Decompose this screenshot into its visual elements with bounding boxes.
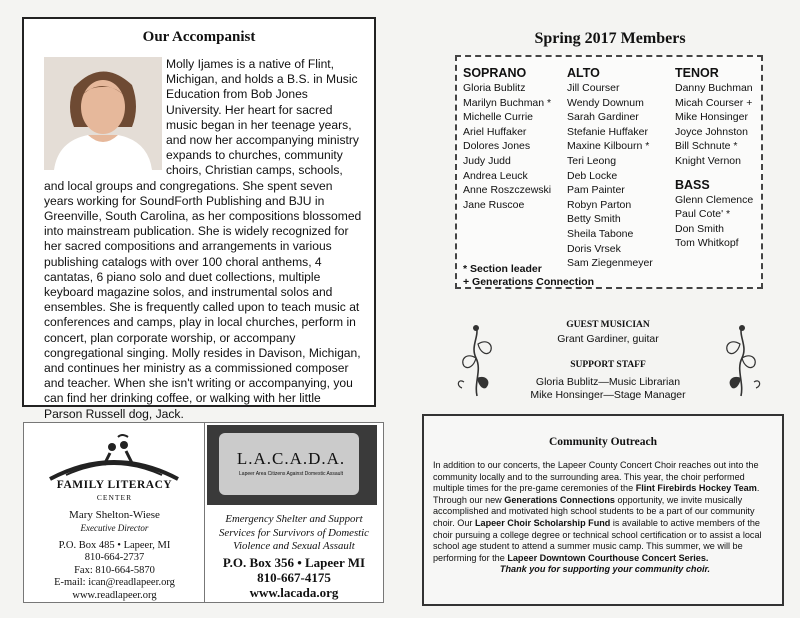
fl-email[interactable]: E-mail: ican@readlapeer.org <box>54 577 175 589</box>
list-item: Jill Courser <box>567 82 620 94</box>
fl-fax: Fax: 810-664-5870 <box>74 564 155 576</box>
list-item: Doris Vrsek <box>567 242 621 255</box>
accompanist-title: Our Accompanist <box>142 29 256 45</box>
list-item: Pam Painter <box>567 184 625 197</box>
outreach-highlight: Flint Firebirds Hockey Team <box>635 483 757 494</box>
list-item: Sarah Gardiner <box>567 111 639 124</box>
alto-column <box>567 65 653 271</box>
list-item: Michelle Currie <box>463 111 534 124</box>
list-item: Sam Ziegenmeyer <box>567 257 653 270</box>
fl-website[interactable]: www.readlapeer.org <box>72 589 157 601</box>
lacada-tagline: Emergency Shelter and Support Services for Survivors of Domestic Violence and Sexual Assault <box>219 513 369 552</box>
guest-text: Grant Gardiner, guitar <box>557 333 659 345</box>
director-name: Mary Shelton-Wiese <box>69 509 160 521</box>
list-item: Jane Ruscoe <box>463 198 525 211</box>
list-item: Dolores Jones <box>463 140 531 153</box>
members-title: Spring 2017 Members <box>534 30 686 47</box>
list-item: Joyce Johnston <box>675 125 748 138</box>
fl-address: P.O. Box 485 • Lapeer, MI <box>58 540 171 551</box>
members-box <box>455 55 763 289</box>
outreach-highlight: Generations Connections <box>504 494 615 505</box>
list-item: Ariel Huffaker <box>463 125 527 138</box>
outreach-highlight: Lapeer Choir Scholarship Fund <box>474 517 611 528</box>
lacada-ad <box>204 422 384 603</box>
list-item: Micah Courser + <box>675 96 753 109</box>
lacada-address: P.O. Box 356 • Lapeer MI <box>222 555 366 570</box>
legend-generations: + Generations Connection <box>463 276 594 288</box>
list-item: Robyn Parton <box>567 198 632 211</box>
family-literacy-center: CENTER <box>96 493 133 502</box>
lacada-phone: 810-667-4175 <box>257 570 331 585</box>
accompanist-bio: Molly Ijames is a native of Flint, Michigan, and holds a B.S. in Music Education from Bob Jones University. Her heart for sacred music began in her teenage years, and now her accompanying ministry expands to churches, community choirs, Christian camps, schools, and local groups and congregations. She spent seven years working for SoundForth Publishing and BJU in Greenville, South Carolina, as her compositions blossomed into mainstream publication. She is widely recognized for her sacred compositions and arrangements in various publishing catalogs with over 100 choral anthems, 4 cantatas, 6 piano solo and duet collections, multiple keyboard magazine solos, and instrumental solos and ensembles. She is frequently called upon to teach music at conferences and camps, play in local churches, perform in concert, plan corporate worship, or accompany congregational singing. Molly resides in Davison, Michigan, and continues her ministry as a commissioned composer and teacher. When she isn't writing or accompanying, you can find her drinking coffee, or walking with her little Parson Russell dog, Jack. <box>44 57 362 421</box>
community-outreach-box <box>422 414 784 606</box>
list-item: Glenn Clemence <box>675 193 754 206</box>
list-item: Paul Cote' * <box>675 208 731 221</box>
accompanist-box <box>22 17 376 421</box>
list-item: Sheila Tabone <box>567 227 634 240</box>
lacada-logo: L.A.C.A.D.A. <box>236 449 346 468</box>
director-role: Executive Director <box>80 523 149 533</box>
list-item: Wendy Downum <box>567 96 644 109</box>
family-literacy-logo-icon <box>44 431 184 481</box>
list-item: Gloria Bublitz <box>463 82 526 94</box>
outreach-thanks: Thank you for supporting your community choir. <box>499 564 711 575</box>
guest-header: GUEST MUSICIAN <box>566 320 650 330</box>
bass-header: BASS <box>675 177 710 192</box>
list-item: Mike Honsinger <box>675 111 748 124</box>
soprano-header: SOPRANO <box>463 66 527 80</box>
support-line: Gloria Bublitz—Music Librarian <box>535 376 681 388</box>
support-line: Mike Honsinger—Stage Manager <box>530 389 686 401</box>
list-item: Marilyn Buchman * <box>463 96 552 109</box>
lacada-website[interactable]: www.lacada.org <box>249 585 339 600</box>
list-item: Deb Locke <box>567 169 618 182</box>
members-legend <box>463 263 594 289</box>
list-item: Bill Schnute * <box>675 140 738 153</box>
list-item: Maxine Kilbourn * <box>567 140 650 153</box>
tenor-column <box>675 65 753 251</box>
lacada-logo-banner <box>207 425 377 505</box>
tenor-header: TENOR <box>675 66 719 80</box>
support-header: SUPPORT STAFF <box>570 360 646 370</box>
family-literacy-name: FAMILY LITERACY <box>56 479 173 491</box>
fl-phone: 810-664-2737 <box>84 552 145 564</box>
list-item: Tom Whitkopf <box>675 237 739 250</box>
list-item: Betty Smith <box>567 213 621 226</box>
family-literacy-ad <box>23 422 205 603</box>
lacada-logo-sub: Lapeer Area Citizens Against Domestic Assault <box>239 471 343 477</box>
list-item: Anne Roszczewski <box>463 184 552 197</box>
outreach-title: Community Outreach <box>548 436 658 448</box>
list-item: Stefanie Huffaker <box>567 125 648 138</box>
list-item: Don Smith <box>675 222 725 235</box>
list-item: Knight Vernon <box>675 154 741 167</box>
outreach-highlight: Lapeer Downtown Courthouse Concert Series. <box>507 552 709 563</box>
list-item: Andrea Leuck <box>463 169 528 182</box>
list-item: Teri Leong <box>567 154 617 167</box>
list-item: Danny Buchman <box>675 82 753 94</box>
alto-header: ALTO <box>567 66 600 80</box>
soprano-column <box>463 65 551 212</box>
legend-section-leader: * Section leader <box>463 263 542 275</box>
list-item: Judy Judd <box>463 154 511 167</box>
outreach-text: In addition to our concerts, the Lapeer County Concert Choir reaches out into the community locally and to the surrounding area. This year, the choir performed multiple times for the pre-game ceremonies of the Flint Firebirds Hockey Team. Through our new Generations Connections opportunity, we invite musically accomplished and motivated high school students to be a part of our community choir. Our Lapeer Choir Scholarship Fund is available to active members of the choir pursuing a college degree or technical school certification or to assist a local school age student to attend a summer music camp. This summer, we will be performing for the Lapeer Downtown Courthouse Concert Series. Thank you for supporting your community choir. <box>433 460 777 576</box>
